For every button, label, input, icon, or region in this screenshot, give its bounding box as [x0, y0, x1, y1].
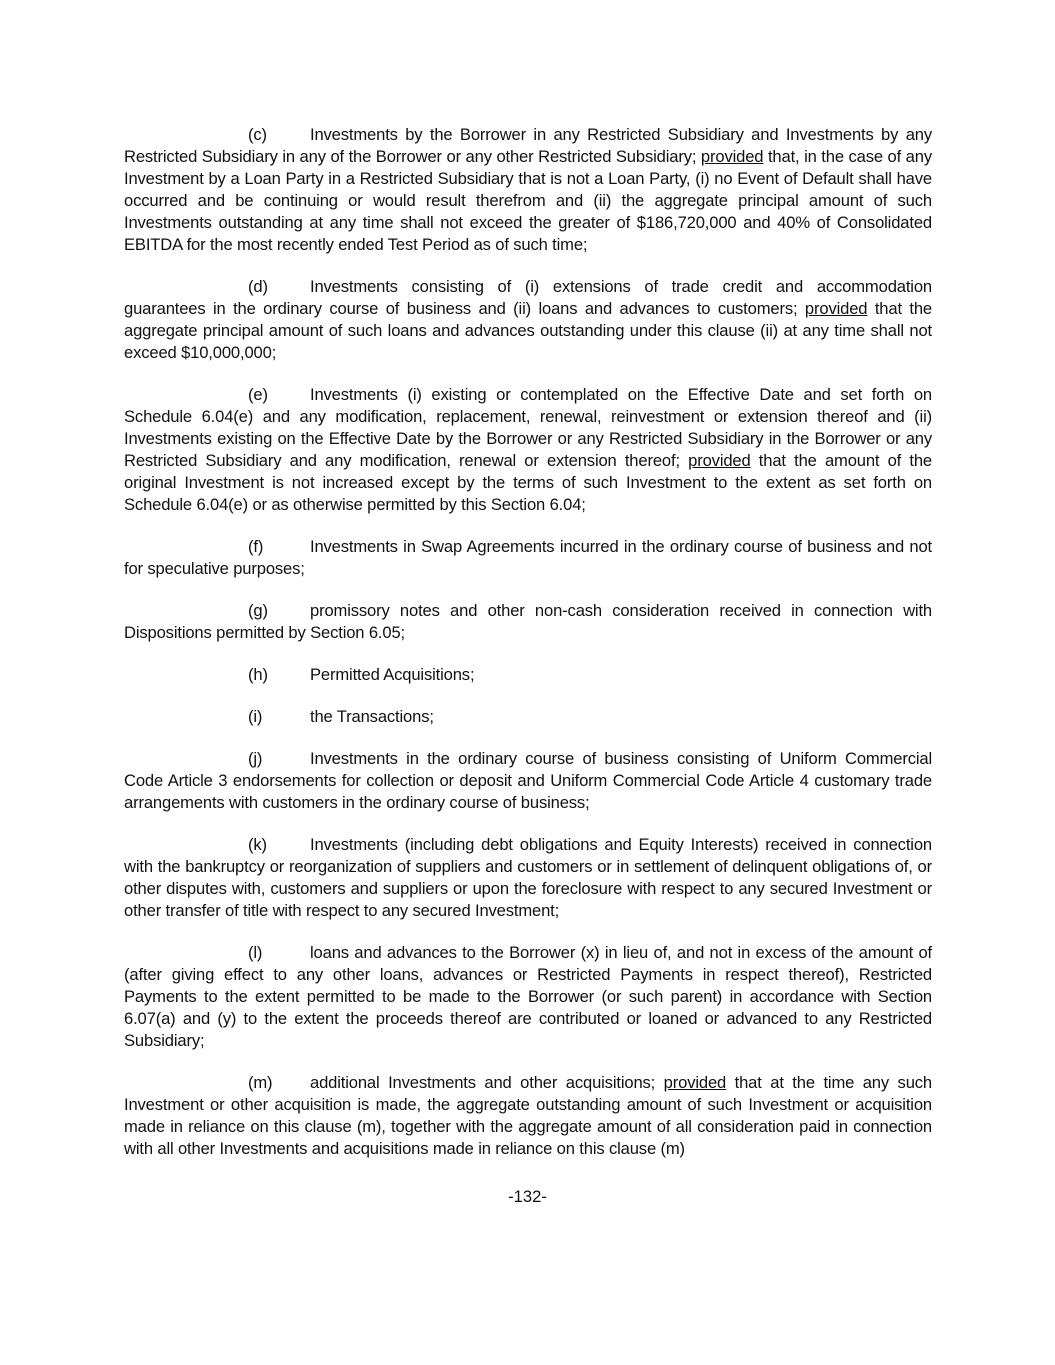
clause-g	[124, 600, 932, 644]
clause-text-continued: that, in the case of any Investment by a Loan Party in a Restricted Subsidiary that is not a Loan Party, (i) no Event of Default shall have occurred and be continuing or would result therefrom and (ii) the aggregate principal amount of such Investments outstanding at any time shall not exceed the greater of $186,720,000 and 40% of Consolidated EBITDA for the most recently ended Test Period as of such time;	[124, 147, 932, 254]
clause-label: (j)	[248, 749, 263, 768]
clause-e	[124, 384, 932, 516]
clause-label: (c)	[248, 125, 267, 144]
clause-i	[124, 706, 932, 728]
clause-text-continued: that the aggregate principal amount of such loans and advances outstanding under this clause (ii) at any time shall not exceed $10,000,000;	[124, 299, 932, 362]
clause-label: (m)	[248, 1073, 273, 1092]
clause-text: Investments by the Borrower in any Restricted Subsidiary and Investments by any Restricted Subsidiary in any of the Borrower or any other Restricted Subsidiary;	[124, 125, 932, 166]
clause-label: (d)	[248, 277, 268, 296]
clause-d	[124, 276, 932, 364]
clause-h	[124, 664, 932, 686]
clause-f	[124, 536, 932, 580]
provided-term: provided	[663, 1073, 727, 1092]
clause-text: Investments consisting of (i) extensions of trade credit and accommodation guarantees in the ordinary course of business and (ii) loans and advances to customers;	[124, 277, 932, 318]
clause-j	[124, 748, 932, 814]
clause-label: (f)	[248, 537, 264, 556]
clause-text-continued: that at the time any such Investment or other acquisition is made, the aggregate outstanding amount of such Investment or acquisition made in reliance on this clause (m), together with the aggregate amount of all consideration paid in connection with all other Investments and acquisitions made in reliance on this clause (m)	[124, 1073, 933, 1158]
clause-label: (k)	[248, 835, 267, 854]
clause-k	[124, 834, 932, 922]
clause-text: loans and advances to the Borrower (x) in lieu of, and not in excess of the amount of (after giving effect to any other loans, advances or Restricted Payments in respect thereof), Restricted Payments to the extent permitted to be made to the Borrower (or such parent) in accordance with Section 6.07(a) and (y) to the extent the proceeds thereof are contributed or loaned or advanced to any Restricted Subsidiary;	[124, 943, 932, 1050]
clause-label: (e)	[248, 385, 268, 404]
clause-text: additional Investments and other acquisitions;	[310, 1073, 664, 1092]
clause-text: the Transactions;	[310, 707, 434, 726]
document-page	[124, 124, 932, 1180]
provided-term: provided	[688, 451, 751, 470]
clause-label: (i)	[248, 707, 263, 726]
clause-label: (l)	[248, 943, 263, 962]
clause-text: Permitted Acquisitions;	[310, 665, 475, 684]
clause-label: (h)	[248, 665, 268, 684]
clause-l	[124, 942, 932, 1052]
page-number: -132-	[508, 1187, 547, 1206]
clause-text-continued: that the amount of the original Investment is not increased except by the terms of such Investment to the extent as set forth on Schedule 6.04(e) or as otherwise permitted by this Section 6.04;	[124, 451, 932, 514]
clause-c	[124, 124, 932, 256]
clause-label: (g)	[248, 601, 268, 620]
clause-m	[124, 1072, 932, 1160]
clause-text: Investments (including debt obligations and Equity Interests) received in connection with the bankruptcy or reorganization of suppliers and customers or in settlement of delinquent obligations of, or other disputes with, customers and suppliers or upon the foreclosure with respect to any secured Investment or other transfer of title with respect to any secured Investment;	[124, 835, 932, 920]
provided-term: provided	[804, 299, 868, 318]
clause-text: Investments in the ordinary course of business consisting of Uniform Commercial Code Article 3 endorsements for collection or deposit and Uniform Commercial Code Article 4 customary trade arrangements with customers in the ordinary course of business;	[124, 749, 932, 812]
clause-text: Investments in Swap Agreements incurred in the ordinary course of business and not for speculative purposes;	[124, 537, 932, 578]
clause-text: promissory notes and other non-cash consideration received in connection with Dispositions permitted by Section 6.05;	[124, 601, 932, 642]
clause-text: Investments (i) existing or contemplated on the Effective Date and set forth on Schedule 6.04(e) and any modification, replacement, renewal, reinvestment or extension thereof and (ii) Investments existing on the Effective Date by the Borrower or any Restricted Subsidiary in the Borrower or any Restricted Subsidiary and any modification, renewal or extension thereof;	[124, 385, 932, 470]
provided-term: provided	[700, 147, 764, 166]
